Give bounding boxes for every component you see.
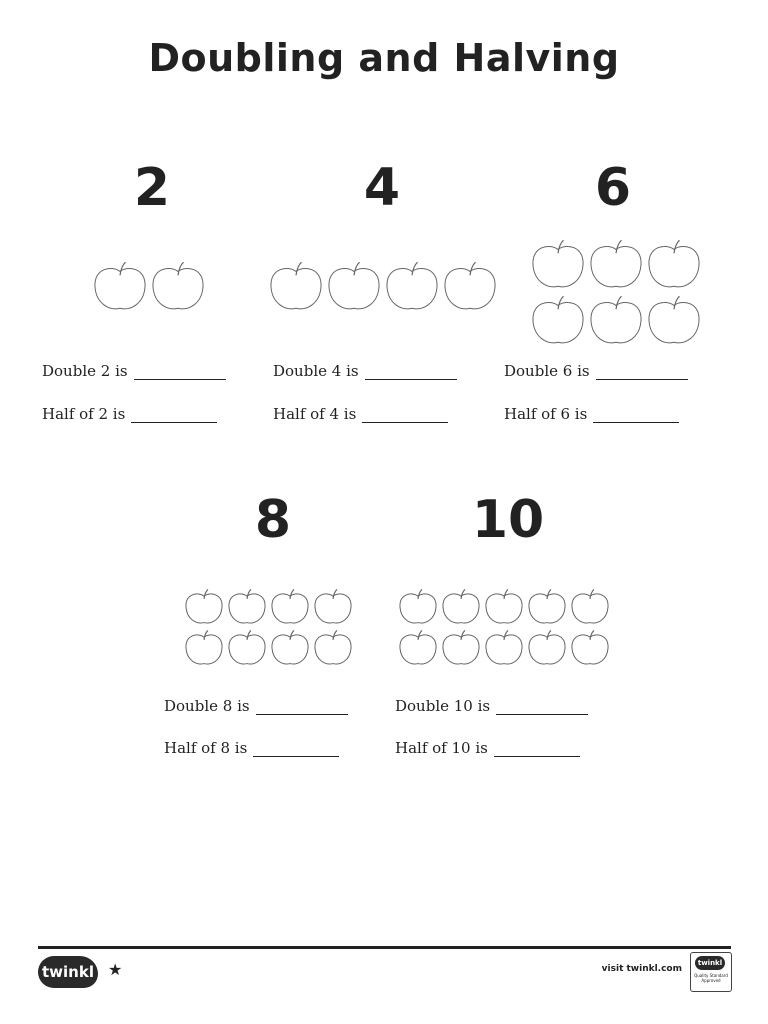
- apple-icon: [649, 296, 699, 343]
- half-label: Half of 8 is: [164, 739, 248, 757]
- apple-icon: [229, 630, 265, 664]
- half-label: Half of 10 is: [395, 739, 488, 757]
- apple-icon: [572, 589, 608, 623]
- half-line: [395, 739, 580, 757]
- answer-blank[interactable]: [253, 742, 339, 757]
- answer-blank[interactable]: [596, 365, 688, 380]
- quality-badge: [690, 952, 732, 992]
- apple-icon: [271, 262, 321, 309]
- double-label: Double 4 is: [273, 362, 359, 380]
- twinkl-logo[interactable]: [38, 956, 98, 988]
- answer-blank[interactable]: [593, 408, 679, 423]
- apple-group: [90, 258, 210, 314]
- badge-logo: twinkl: [695, 956, 725, 970]
- double-label: Double 6 is: [504, 362, 590, 380]
- double-label: Double 8 is: [164, 697, 250, 715]
- apple-icon: [533, 240, 583, 287]
- apple-icon: [486, 589, 522, 623]
- apple-icon: [572, 630, 608, 664]
- apple-icon: [95, 262, 145, 309]
- apple-icon: [529, 589, 565, 623]
- apple-icon: [591, 296, 641, 343]
- apple-icon: [315, 589, 351, 623]
- apple-icon: [329, 262, 379, 309]
- answer-blank[interactable]: [134, 365, 226, 380]
- logo-text: twinkl: [42, 963, 94, 981]
- double-line: [42, 362, 226, 380]
- answer-blank[interactable]: [494, 742, 580, 757]
- apple-icon: [591, 240, 641, 287]
- double-line: [395, 697, 588, 715]
- half-label: Half of 4 is: [273, 405, 357, 423]
- double-line: [164, 697, 348, 715]
- apple-icon: [272, 630, 308, 664]
- number-label: 10: [471, 490, 545, 550]
- half-line: [42, 405, 217, 423]
- double-label: Double 2 is: [42, 362, 128, 380]
- apple-icon: [529, 630, 565, 664]
- number-label: 2: [133, 158, 171, 218]
- apple-icon: [400, 630, 436, 664]
- half-line: [164, 739, 339, 757]
- answer-blank[interactable]: [131, 408, 217, 423]
- footer-divider: [38, 946, 731, 949]
- half-label: Half of 2 is: [42, 405, 126, 423]
- answer-blank[interactable]: [365, 365, 457, 380]
- apple-group: [182, 584, 358, 670]
- apple-icon: [400, 589, 436, 623]
- apple-icon: [186, 589, 222, 623]
- half-label: Half of 6 is: [504, 405, 588, 423]
- apple-icon: [387, 262, 437, 309]
- page-title: Doubling and Halving: [148, 36, 620, 80]
- apple-icon: [272, 589, 308, 623]
- double-label: Double 10 is: [395, 697, 491, 715]
- apple-icon: [153, 262, 203, 309]
- answer-blank[interactable]: [496, 700, 588, 715]
- apple-icon: [315, 630, 351, 664]
- badge-caption: Quality Standard Approved: [694, 973, 728, 983]
- apple-icon: [486, 630, 522, 664]
- double-line: [504, 362, 688, 380]
- apple-group: [266, 258, 502, 314]
- apple-icon: [443, 630, 479, 664]
- apple-icon: [445, 262, 495, 309]
- apple-icon: [229, 589, 265, 623]
- number-label: 8: [254, 490, 292, 550]
- number-label: 6: [594, 158, 632, 218]
- visit-link[interactable]: visit twinkl.com: [601, 964, 682, 974]
- apple-group: [528, 236, 706, 350]
- apple-icon: [186, 630, 222, 664]
- star-icon: ★: [108, 960, 123, 979]
- double-line: [273, 362, 457, 380]
- apple-icon: [649, 240, 699, 287]
- half-line: [504, 405, 679, 423]
- apple-group: [396, 584, 616, 670]
- answer-blank[interactable]: [362, 408, 448, 423]
- apple-icon: [533, 296, 583, 343]
- apple-icon: [443, 589, 479, 623]
- half-line: [273, 405, 448, 423]
- number-label: 4: [363, 158, 401, 218]
- answer-blank[interactable]: [256, 700, 348, 715]
